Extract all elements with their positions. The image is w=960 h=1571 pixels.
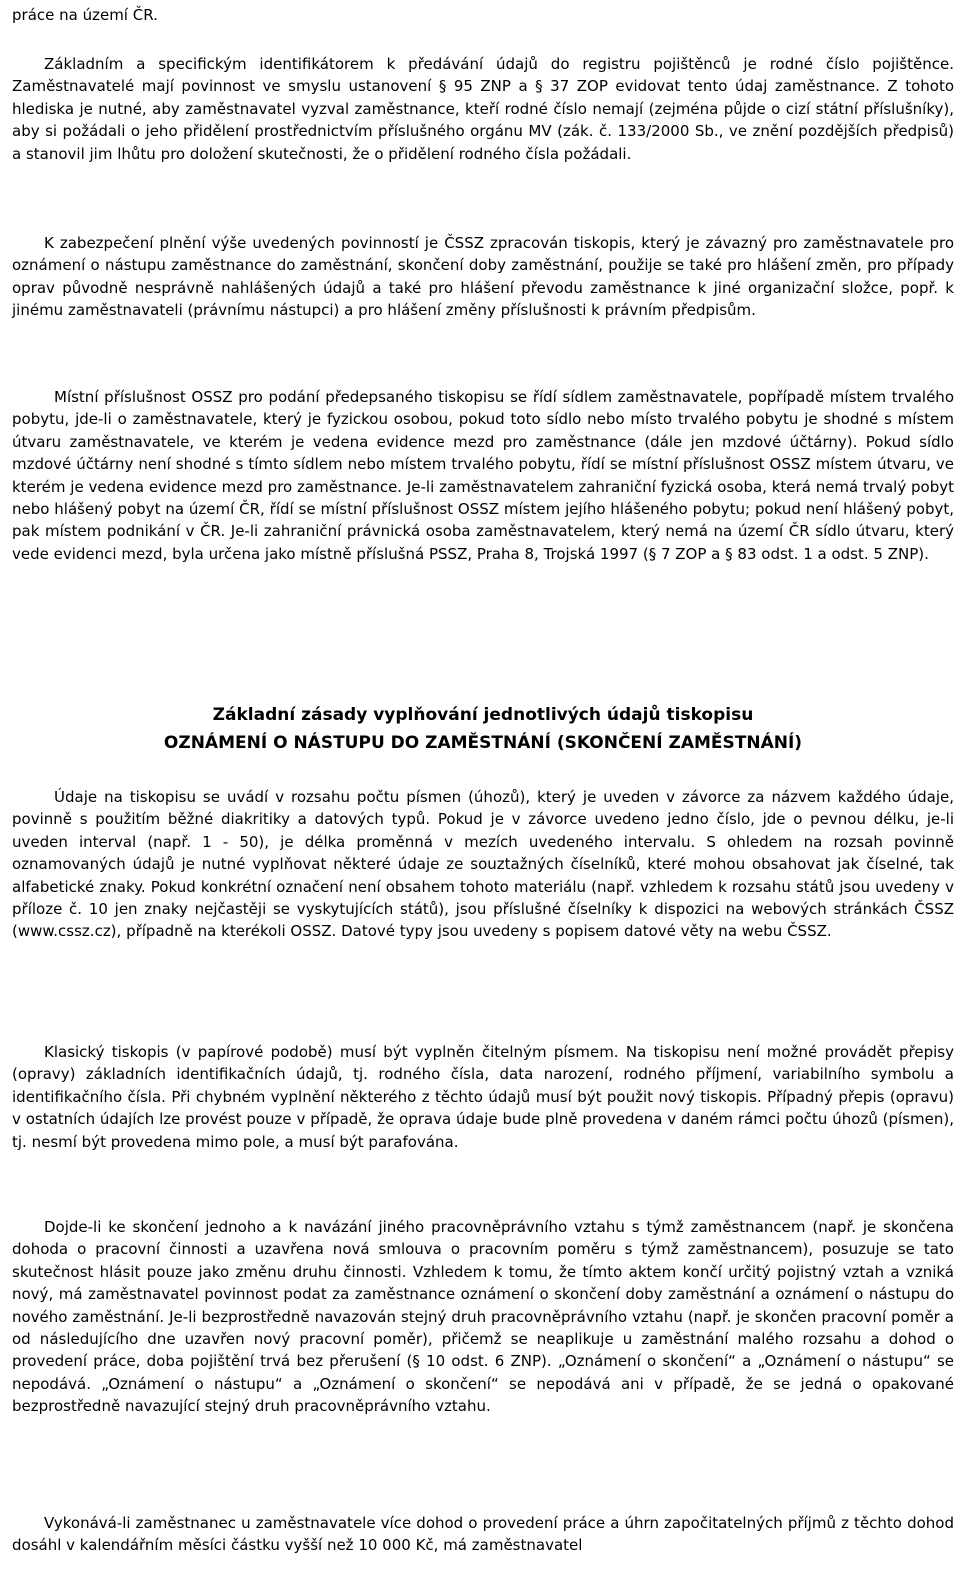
section-heading: Základní zásady vyplňování jednotlivých údajů tiskopisu [212, 705, 754, 725]
paragraph-form-purpose: K zabezpečení plnění výše uvedených povinností je ČSSZ zpracován tiskopis, který je závazný pro zaměstnavatele pro oznámení o nástupu zaměstnance do zaměstnání, skončení doby zaměstnání, použije se také pro hlášení změn, pro případy oprav původně nesprávně nahlášených údajů a také pro hlášení převodu zaměstnance k jiné organizační složce, popř. k jinému zaměstnavateli (právnímu nástupci) a pro hlášení změny příslušnosti k právním předpisům. [12, 234, 954, 320]
paragraph-employment-change: Dojde-li ke skončení jednoho a k navázání jiného pracovněprávního vztahu s týmž zaměstnancem (např. je skončena dohoda o pracovní činnosti a uzavřena nová smlouva o pracovním poměru s týmž zaměstnancem), posuzuje se tato skutečnost hlásit pouze jako změnu druhu činnosti. Vzhledem k tomu, že tímto aktem končí určitý pojistný vztah a vzniká nový, má zaměstnavatel povinnost podat za zaměstnance oznámení o skončení doby zaměstnání a oznámení o nástupu do nového zaměstnání. Je-li bezprostředně navazován stejný druh pracovněprávního vztahu (např. je skončen pracovní poměr a od následujícího dne uzavřen nový pracovní poměr), přičemž se neaplikuje u zaměstnání malého rozsahu a dohod o provedení práce, doba pojištění trvá bez přerušení (§ 10 odst. 6 ZNP). „Oznámení o skončení“ a „Oznámení o nástupu“ se nepodává. „Oznámení o nástupu“ a „Oznámení o skončení“ se nepodává ani v případě, že se jedná o opakované bezprostředně navazující stejný druh pracovněprávního vztahu. [12, 1218, 954, 1416]
paragraph-paper-form: Klasický tiskopis (v papírové podobě) musí být vyplněn čitelným písmem. Na tiskopisu není možné provádět přepisy (opravy) základních identifikačních údajů, tj. rodného čísla, data narození, rodného příjmení, variabilního symbolu a identifikačního čísla. Při chybném vyplnění některého z těchto údajů musí být použit nový tiskopis. Případný přepis (opravu) v ostatních údajích lze provést pouze v případě, že oprava údaje bude plně provedena v daném rámci počtu úhozů (písmen), tj. nesmí být provedena mimo pole, a musí být parafována. [12, 1043, 954, 1151]
paragraph-local-jurisdiction: Místní příslušnost OSSZ pro podání předepsaného tiskopisu se řídí sídlem zaměstnavatele, popřípadě místem trvalého pobytu, jde-li o zaměstnavatele, který je fyzickou osobou, pokud toto sídlo nebo místo trvalého pobytu je shodné s místem útvaru zaměstnavatele, ve kterém je vedena evidence mezd pro zaměstnance (dále jen mzdové účtárny). Pokud sídlo mzdové účtárny není shodné s tímto sídlem nebo místem trvalého pobytu, řídí se místní příslušnost OSSZ místem útvaru, ve kterém je vedena evidence mezd pro zaměstnance. Je-li zaměstnavatelem zahraniční fyzická osoba, která nemá trvalý pobyt nebo hlášený pobyt na území ČR, řídí se místní příslušnost OSSZ místem jejího hlášeného pobytu; pokud není hlášený pobyt, pak místem podnikání v ČR. Je-li zahraniční právnická osoba zaměstnavatelem, který nemá na území ČR sídlo útvaru, který vede evidenci mezd, byla určena jako místně příslušná PSSZ, Praha 8, Trojská 1997 (§ 7 ZOP a § 83 odst. 1 a odst. 5 ZNP). [12, 388, 954, 563]
paragraph-data-entry-rules: Údaje na tiskopisu se uvádí v rozsahu počtu písmen (úhozů), který je uveden v závorce za názvem každého údaje, povinně s použitím běžné diakritiky a datových typů. Pokud je v závorce uvedeno jedno číslo, jde o pevnou délku, je-li uveden interval (např. 1 - 50), je délka proměnná v mezích uvedeného intervalu. S ohledem na rozsah povinně oznamovaných údajů je nutné vyplňovat některé údaje ze souztažných číselníků, které mohou obsahovat jak číselné, tak alfabetické znaky. Pokud konkrétní označení není obsahem tohoto materiálu (např. vzhledem k rozsahu států jsou uvedeny v příloze č. 10 jen znaky nejčastěji se vyskytujících států), jsou příslušné číselníky k dispozici na webových stránkách ČSSZ (www.cssz.cz), případně na kterékoli OSSZ. Datové typy jsou uvedeny s popisem datové věty na webu ČSSZ. [12, 788, 954, 941]
paragraph-fragment: práce na území ČR. [12, 6, 158, 24]
paragraph-identifier: Základním a specifickým identifikátorem k předávání údajů do registru pojištěnců je rodné číslo pojištěnce. Zaměstnavatelé mají povinnost ve smyslu ustanovení § 95 ZNP a § 37 ZOP evidovat tento údaj zaměstnance. Z tohoto hlediska je nutné, aby zaměstnavatel vyzval zaměstnance, kteří rodné číslo nemají (zejména půjde o cizí státní příslušníky), aby si požádali o jeho přidělení prostřednictvím příslušného orgánu MV (zák. č. 133/2000 Sb., ve znění pozdějších předpisů) a stanovil jim lhůtu pro doložení skutečnosti, že o přidělení rodného čísla požádali. [12, 55, 954, 163]
section-subheading: OZNÁMENÍ O NÁSTUPU DO ZAMĚSTNÁNÍ (SKONČENÍ ZAMĚSTNÁNÍ) [163, 733, 803, 753]
paragraph-multiple-agreements: Vykonává-li zaměstnanec u zaměstnavatele více dohod o provedení práce a úhrn započitatelných příjmů z těchto dohod dosáhl v kalendářním měsíci částku vyšší než 10 000 Kč, má zaměstnavatel [12, 1514, 954, 1555]
